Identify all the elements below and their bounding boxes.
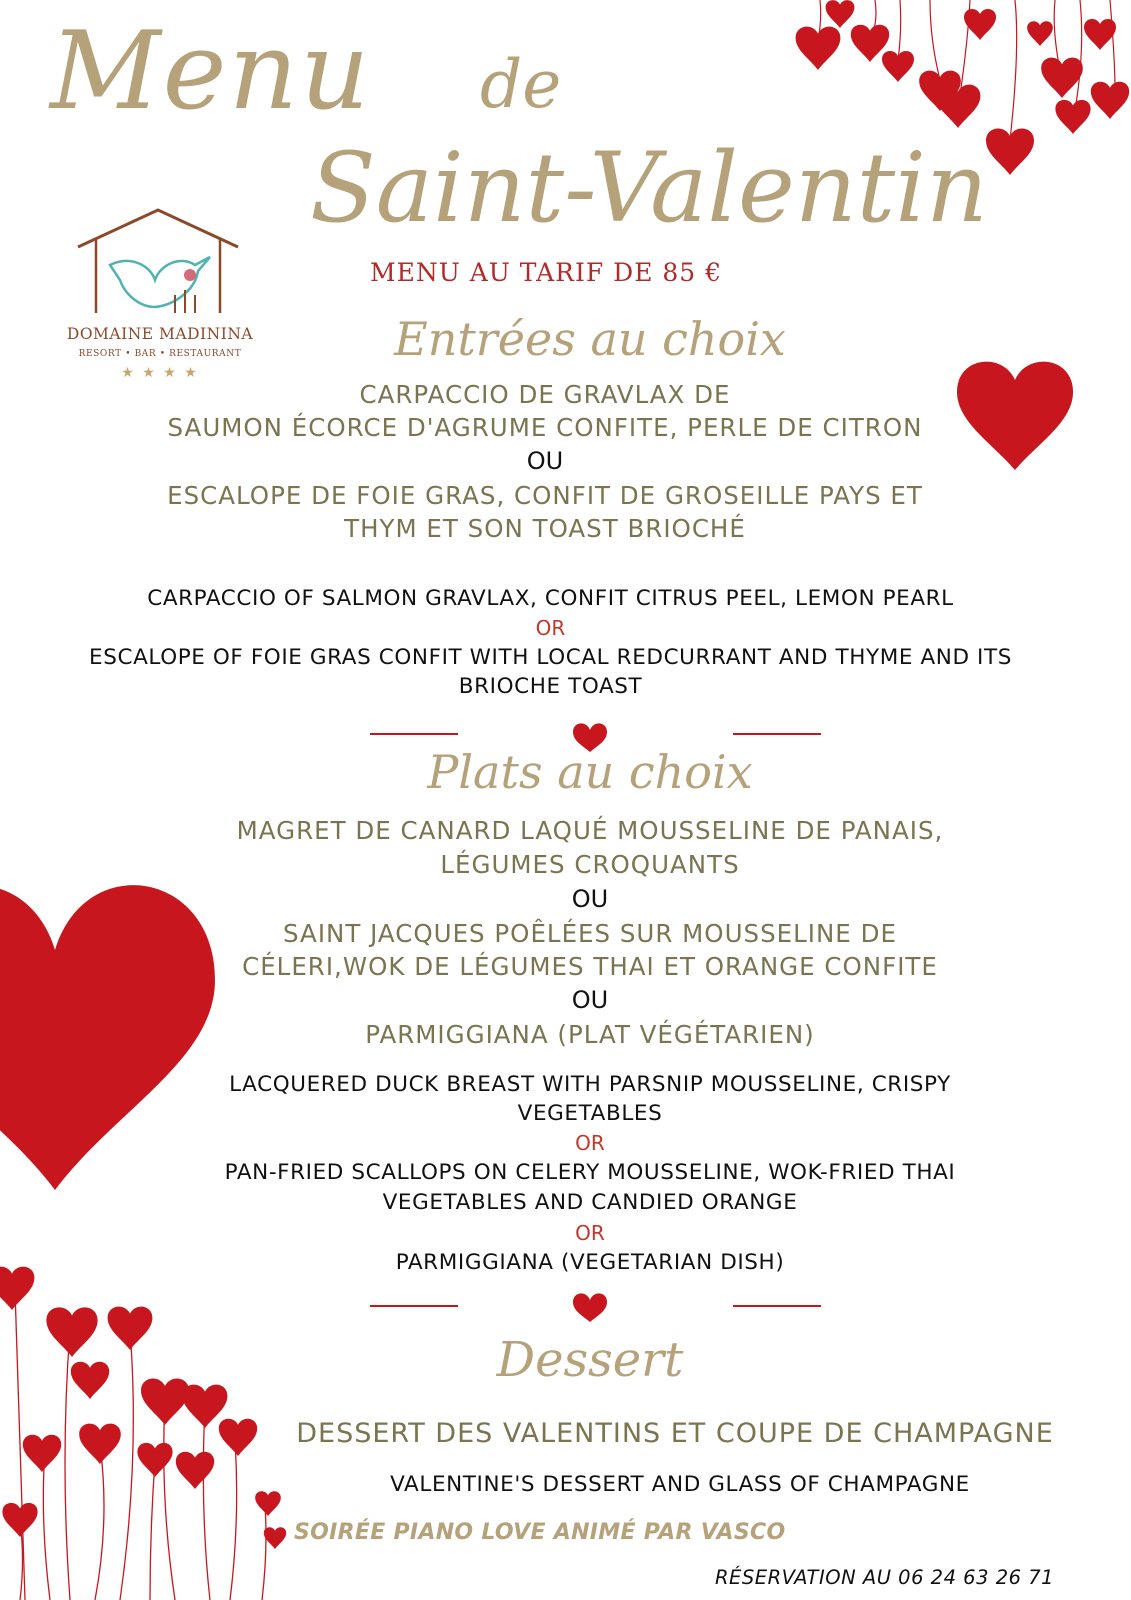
plats-en-line: PAN-FRIED SCALLOPS ON CELERY MOUSSELINE, WOK-FRIED THAI	[224, 1160, 956, 1185]
plats-fr-or: OU	[571, 885, 609, 913]
entrees-heading: Entrées au choix	[394, 312, 786, 366]
entrees-en-line: BRIOCHE TOAST	[458, 674, 643, 699]
dessert-heading: Dessert	[496, 1332, 684, 1388]
entrees-fr-line: THYM ET SON TOAST BRIOCHÉ	[344, 514, 746, 543]
plats-fr-line: PARMIGGIANA (PLAT VÉGÉTARIEN)	[365, 1020, 815, 1049]
logo-tagline: RESORT • BAR • RESTAURANT	[78, 349, 242, 359]
price-text: MENU AU TARIF DE 85 €	[370, 258, 723, 287]
title-de: de	[480, 46, 562, 123]
star-icon: ★ ★ ★ ★	[121, 365, 199, 381]
entrees-fr-line: CARPACCIO DE GRAVLAX DE	[359, 380, 731, 409]
heart-icon	[572, 1290, 608, 1322]
dessert-en: VALENTINE'S DESSERT AND GLASS OF CHAMPAGNE	[390, 1472, 970, 1497]
divider	[370, 1305, 458, 1307]
plats-heading: Plats au choix	[427, 745, 753, 799]
plats-en-or: OR	[575, 1131, 605, 1155]
divider	[733, 733, 821, 735]
heart-flowers-decoration	[0, 1260, 300, 1600]
divider	[370, 733, 458, 735]
plats-en-line: VEGETABLES AND CANDIED ORANGE	[382, 1190, 798, 1215]
logo	[60, 205, 260, 390]
entrees-fr-line: ESCALOPE DE FOIE GRAS, CONFIT DE GROSEILLE PAYS ET	[167, 481, 923, 510]
plats-fr-line: LÉGUMES CROQUANTS	[440, 850, 740, 879]
plats-en-line: LACQUERED DUCK BREAST WITH PARSNIP MOUSSELINE, CRISPY	[229, 1072, 951, 1097]
plats-fr-line: CÉLERI,WOK DE LÉGUMES THAI ET ORANGE CONFITE	[242, 952, 938, 981]
plats-fr-line: SAINT JACQUES POÊLÉES SUR MOUSSELINE DE	[283, 919, 897, 948]
entrees-en-line: CARPACCIO OF SALMON GRAVLAX, CONFIT CITRUS PEEL, LEMON PEARL	[147, 586, 954, 611]
title-menu: Menu	[50, 9, 372, 134]
entrees-fr-or: OU	[526, 447, 564, 475]
entrees-en-line: ESCALOPE OF FOIE GRAS CONFIT WITH LOCAL REDCURRANT AND THYME AND ITS	[89, 645, 1012, 670]
dessert-fr: DESSERT DES VALENTINS ET COUPE DE CHAMPAGNE	[296, 1418, 1054, 1449]
entrees-fr-line: SAUMON ÉCORCE D'AGRUME CONFITE, PERLE DE CITRON	[167, 413, 923, 442]
logo-name: DOMAINE MADININA	[66, 325, 254, 343]
reservation-text: RÉSERVATION AU 06 24 63 26 71	[715, 1566, 1055, 1589]
soiree-text: SOIRÉE PIANO LOVE ANIMÉ PAR VASCO	[294, 1520, 786, 1545]
plats-fr-line: MAGRET DE CANARD LAQUÉ MOUSSELINE DE PANAIS,	[236, 816, 944, 845]
entrees-en-or: OR	[535, 616, 566, 640]
title-saint-valentin: Saint-Valentin	[310, 132, 988, 244]
plats-en-line: PARMIGGIANA (VEGETARIAN DISH)	[395, 1250, 785, 1275]
plats-fr-or: OU	[571, 986, 609, 1014]
plats-en-line: VEGETABLES	[517, 1101, 663, 1126]
hummingbird-icon	[100, 235, 220, 325]
plats-en-or: OR	[575, 1221, 605, 1245]
divider	[733, 1305, 821, 1307]
